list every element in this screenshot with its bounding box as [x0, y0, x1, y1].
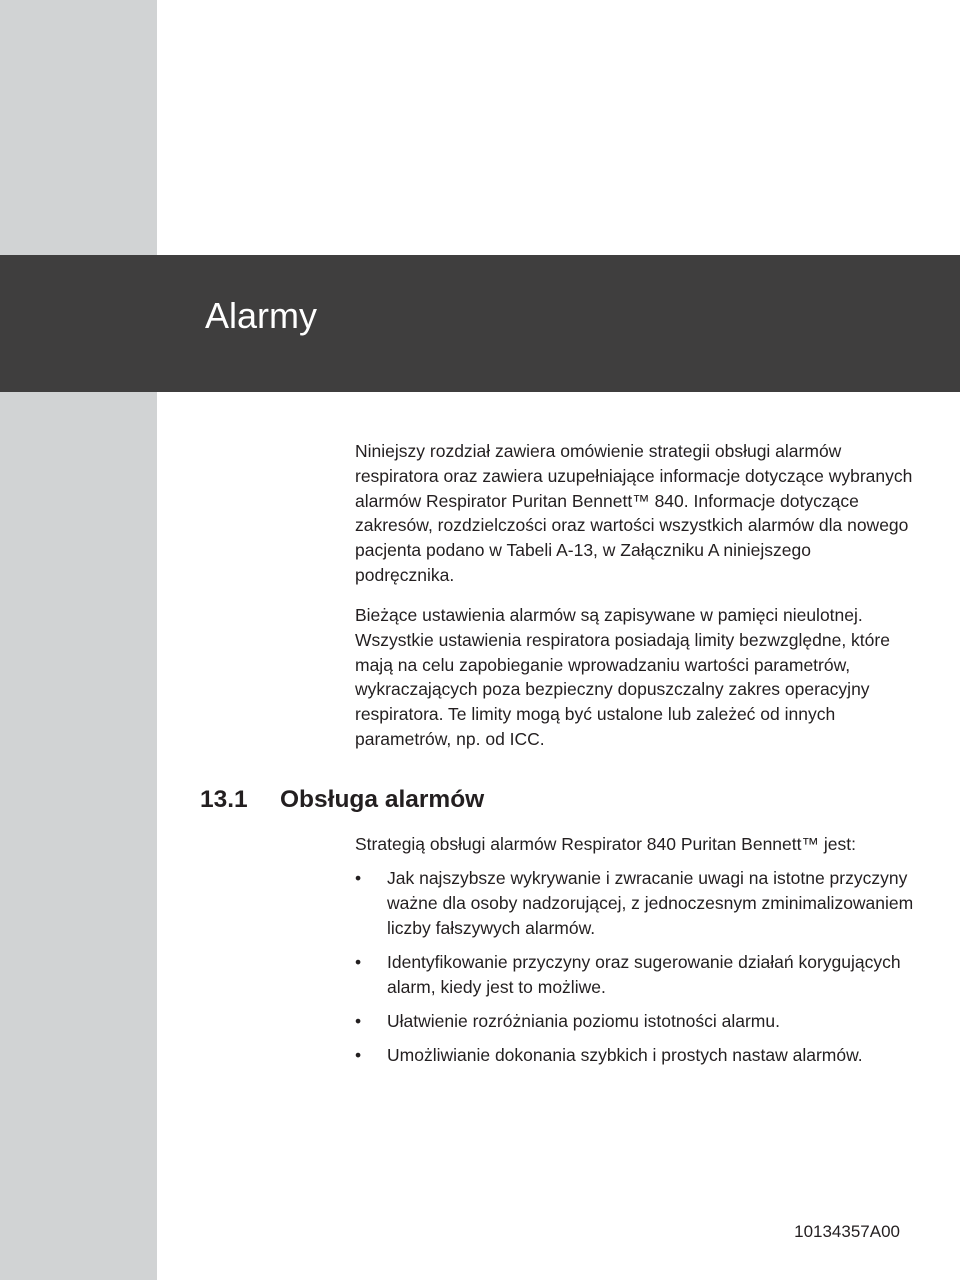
list-item — [355, 1043, 915, 1068]
list-item-text: Ułatwienie rozróżniania poziomu istotności alarmu. — [387, 1011, 780, 1031]
section-number: 13.1 — [200, 786, 248, 813]
gray-sidebar — [0, 0, 157, 1280]
list-item — [355, 1009, 915, 1034]
bullet-icon: • — [355, 952, 362, 972]
bullet-icon: • — [355, 868, 362, 888]
list-item — [355, 950, 915, 1000]
strategy-bullet-list — [355, 866, 915, 1077]
chapter-title-band — [0, 255, 960, 392]
section-heading — [200, 783, 484, 817]
chapter-title: Alarmy — [205, 295, 318, 336]
list-item-text: Umożliwianie dokonania szybkich i prostych nastaw alarmów. — [387, 1045, 863, 1065]
section-lead-text: Strategią obsługi alarmów Respirator 840 Puritan Bennett™ jest: — [355, 834, 856, 854]
document-code: 10134357A00 — [794, 1222, 900, 1241]
intro-paragraph-2: Bieżące ustawienia alarmów są zapisywane w pamięci nieulotnej. Wszystkie ustawienia respiratora posiadają limity bezwzględne, które mają na celu zapobieganie wprowadzaniu wartości parametrów, wykraczających poza bezpieczny dopuszczalny zakres operacyjny respiratora. Te limity mogą być ustalone lub zależeć od innych parametrów, np. od ICC. — [355, 605, 890, 749]
list-item — [355, 866, 915, 941]
list-item-text: Identyfikowanie przyczyny oraz sugerowanie działań korygujących alarm, kiedy jest to możliwe. — [387, 952, 901, 997]
section-title: Obsługa alarmów — [280, 786, 485, 813]
intro-paragraph-1: Niniejszy rozdział zawiera omówienie strategii obsługi alarmów respiratora oraz zawiera uzupełniające informacje dotyczące wybranych alarmów Respirator Puritan Bennett™ 840. Informacje dotyczące zakresów, rozdzielczości oraz wartości wszystkich alarmów dla nowego pacjenta podano w Tabeli A-13, w Załączniku A niniejszego podręcznika. — [355, 441, 913, 585]
bullet-icon: • — [355, 1045, 362, 1065]
bullet-icon: • — [355, 1011, 362, 1031]
list-item-text: Jak najszybsze wykrywanie i zwracanie uwagi na istotne przyczyny ważne dla osoby nadzorującej, z jednoczesnym zminimalizowaniem liczby fałszywych alarmów. — [387, 868, 914, 938]
